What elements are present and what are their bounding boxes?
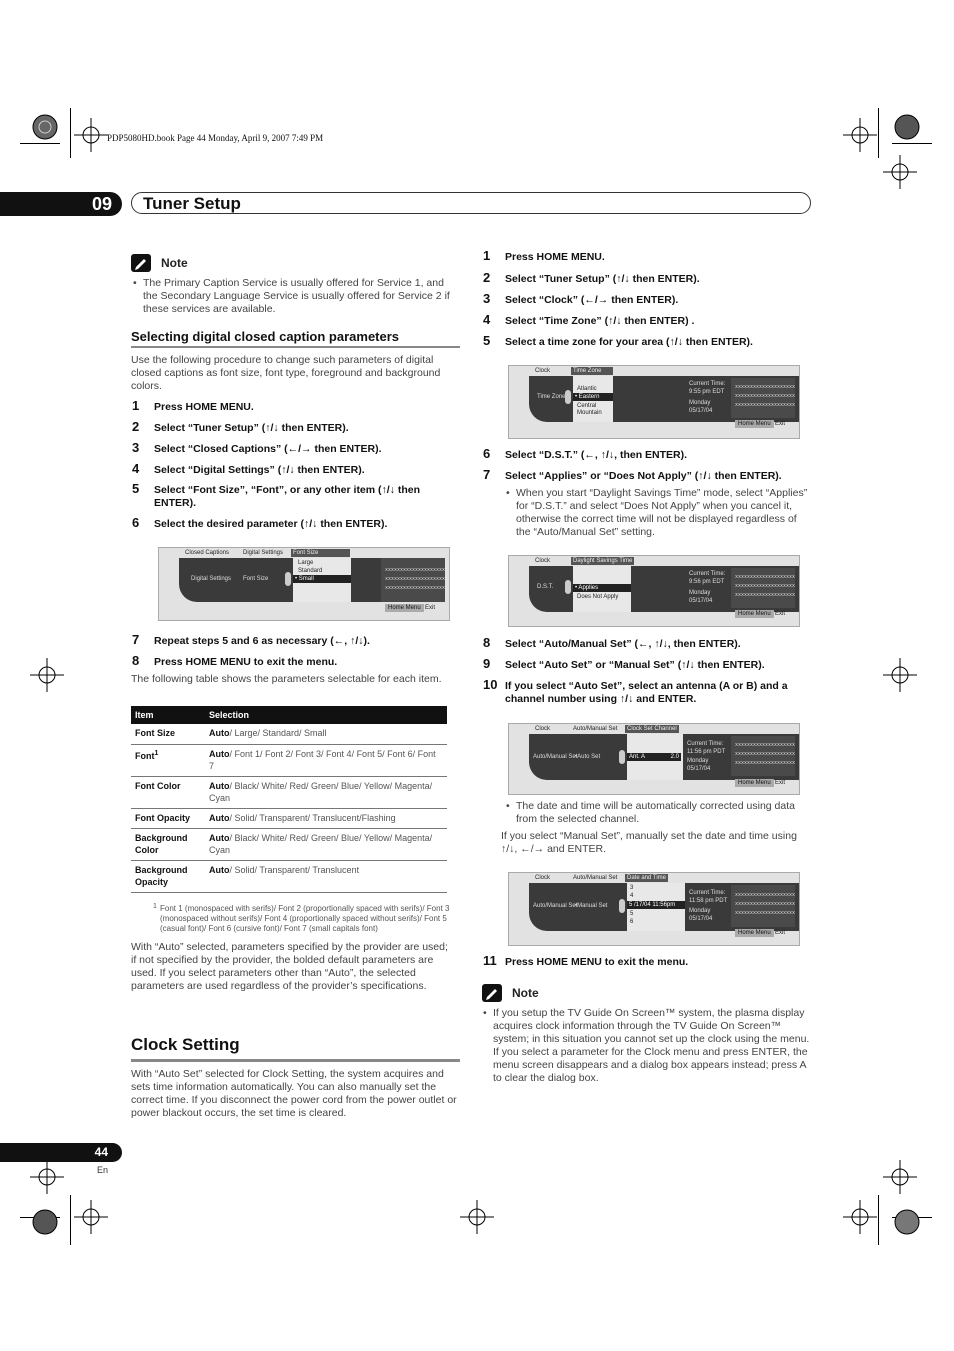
note-title: Note — [161, 256, 188, 270]
column-header: Item — [131, 706, 205, 724]
step-number: 5 — [483, 333, 491, 348]
step-number: 4 — [483, 312, 491, 327]
clock-setting-text: With “Auto Set” selected for Clock Setting, the system acquires and sets time information automatically. You can also manually set the correct time. If you disconnect the power cord from the power outlet or power blackout occurs, the set time is cleared. — [131, 1068, 457, 1119]
home-menu-label: Home Menu — [385, 604, 424, 612]
menu-tab: Closed Captions — [185, 550, 230, 556]
crosshair-icon — [460, 1200, 494, 1234]
option: Does Not Apply — [577, 594, 619, 600]
step — [483, 291, 815, 307]
table-cell-selection: Auto/ Solid/ Transparent/ Translucent — [205, 860, 447, 892]
option-selected: • Eastern — [573, 393, 613, 401]
footnote-mark: 1 — [153, 903, 157, 910]
note-title: Note — [512, 986, 539, 1000]
exit-label: Exit — [775, 780, 786, 786]
table-cell-item: Font Opacity — [131, 808, 205, 828]
current-time: 05/17/04 — [689, 916, 713, 922]
table-cell-item: Font$^1$ — [131, 744, 205, 776]
current-time: 05/17/04 — [687, 766, 711, 772]
menu-label: Auto/Manual Set — [533, 903, 578, 909]
info-text: xxxxxxxxxxxxxxxxxxxx — [735, 742, 796, 748]
table-row — [131, 808, 447, 828]
book-info: PDP5080HD.book Page 44 Monday, April 9, 2007 7:49 PM — [107, 133, 324, 143]
crop-mark — [878, 108, 879, 158]
date-option: 5 — [630, 911, 634, 917]
table-header-row — [131, 706, 447, 724]
option: Mountain — [577, 410, 602, 416]
crop-mark — [70, 108, 71, 158]
step-text: Select “Applies” or “Does Not Apply” (↑/↓ then ENTER). — [505, 470, 782, 482]
step — [483, 635, 815, 651]
home-menu-label: Home Menu — [735, 929, 774, 937]
info-text: xxxxxxxxxxxxxxxxxxxx — [735, 760, 796, 766]
step — [132, 440, 454, 456]
step-text: Select “Auto Set” or “Manual Set” (↑/↓ then ENTER). — [505, 659, 765, 671]
scroll-knob-icon — [565, 580, 571, 594]
manual-set-text: If you select “Manual Set”, manually set the date and time using ↑/↓, ←/→ and ENTER. — [501, 830, 797, 855]
info-text: xxxxxxxxxxxxxxxxxxxx — [735, 583, 796, 589]
menu-label: Font Size — [243, 576, 269, 582]
scroll-knob-icon — [565, 390, 571, 404]
step-text: Repeat steps 5 and 6 as necessary (←, ↑/↓). — [154, 635, 370, 647]
current-time: Monday — [689, 590, 711, 596]
crop-mark — [70, 1195, 71, 1245]
step — [132, 481, 459, 510]
menu-tab: Auto/Manual Set — [573, 726, 618, 732]
crosshair-icon — [74, 118, 108, 152]
registration-target-icon — [28, 1205, 62, 1239]
scroll-knob-icon — [285, 572, 291, 586]
info-text: xxxxxxxxxxxxxxxxxxxx — [735, 751, 796, 757]
footnote — [153, 903, 460, 934]
step-text: Select “Closed Captions” (←/→ then ENTER). — [154, 443, 382, 455]
info-text: xxxxxxxxxxxxxxxxxxxx — [735, 393, 796, 399]
current-time: 11:56 pm PDT — [687, 749, 726, 755]
crosshair-icon — [74, 1200, 108, 1234]
table-row — [131, 776, 447, 808]
menu-tab-active: Time Zone — [571, 367, 613, 375]
step-number: 1 — [132, 398, 140, 413]
info-text: xxxxxxxxxxxxxxxxxxxx — [735, 384, 796, 390]
step-number: 4 — [132, 461, 140, 476]
menu-value: •Manual Set — [575, 903, 608, 909]
home-menu-label: Home Menu — [735, 420, 774, 428]
step — [132, 515, 454, 531]
info-text: xxxxxxxxxxxxxxxxxxxx — [735, 892, 796, 898]
step-text: Select “Auto/Manual Set” (←, ↑/↓, then ENTER). — [505, 638, 741, 650]
crosshair-icon — [883, 155, 917, 189]
current-time: 9:55 pm EDT — [689, 389, 725, 395]
current-time: Current Time: — [689, 571, 726, 577]
step-text: Select “D.S.T.” (←, ↑/↓, then ENTER). — [505, 449, 688, 461]
step-number: 2 — [483, 270, 491, 285]
option: Central — [577, 403, 597, 409]
current-time: Monday — [687, 758, 709, 764]
step — [132, 632, 454, 648]
parameter-table — [131, 706, 447, 893]
table-cell-item: Background Opacity — [131, 860, 205, 892]
step-number: 6 — [483, 446, 491, 461]
note-text: • If you setup the TV Guide On Screen™ system, the plasma display acquires clock information through the TV Guide On Screen™ system; in this situation you cannot set up the clock using the menu. If you select a parameter for the Clock menu and press ENTER, the menu screen disappears and a dialog box appears instead; press A to clear the dialog box. — [493, 1007, 811, 1085]
step — [483, 656, 815, 672]
menu-tab: Clock — [535, 875, 551, 881]
current-time: 05/17/04 — [689, 408, 713, 414]
step-text: Select “Digital Settings” (↑/↓ then ENTER). — [154, 464, 365, 476]
note-pencil-icon — [482, 984, 502, 1002]
antenna-selected: Ant. A 2.0 — [629, 754, 679, 760]
table-cell-selection: Auto/ Large/ Standard/ Small — [205, 724, 447, 744]
chapter-number: 09 — [0, 192, 122, 216]
table-row — [131, 744, 447, 776]
option-selected: • Applies — [573, 584, 631, 592]
step — [483, 270, 815, 286]
section-rule — [131, 346, 460, 348]
date-option: 3 — [630, 885, 634, 891]
info-text: xxxxxxxxxxxxxxxxxxxx — [385, 576, 446, 582]
registration-target-icon — [28, 110, 62, 144]
tv-menu-screenshot — [508, 872, 800, 946]
menu-value: •Auto Set — [575, 754, 601, 760]
tv-menu-screenshot — [158, 547, 450, 621]
step — [132, 419, 454, 435]
crosshair-icon — [843, 118, 877, 152]
menu-label: Auto/Manual Set — [533, 754, 578, 760]
menu-tab: Clock — [535, 558, 551, 564]
registration-target-icon — [890, 110, 924, 144]
current-time: Current Time: — [689, 381, 726, 387]
step — [483, 248, 815, 264]
current-time: Current Time: — [689, 890, 726, 896]
option: Atlantic — [577, 386, 597, 392]
step-number: 3 — [132, 440, 140, 455]
step — [132, 461, 454, 477]
exit-label: Exit — [775, 611, 786, 617]
table-cell-selection: Auto/ Font 1/ Font 2/ Font 3/ Font 4/ Font 5/ Font 6/ Font 7 — [205, 744, 447, 776]
table-row — [131, 828, 447, 860]
exit-label: Exit — [425, 605, 436, 611]
scroll-knob-icon — [619, 899, 625, 913]
registration-target-icon — [890, 1205, 924, 1239]
step-number: 10 — [483, 677, 498, 692]
current-time: 11:58 pm PDT — [689, 898, 728, 904]
bullet-text: • The date and time will be automatically corrected using data from the selected channel. — [516, 800, 806, 826]
page-number: 44 — [0, 1143, 122, 1162]
auto-explanation: With “Auto” selected, parameters specified by the provider are used; if not specified by the provider, the bolded default parameters are used. If you select parameters other than “Auto”, the selected parameters are used regardless of the provider’s specifications. — [131, 941, 448, 992]
scroll-knob-icon — [619, 750, 625, 764]
footnote-text: Font 1 (monospaced with serifs)/ Font 2 (proportionally spaced with serifs)/ Font 3 (monospaced without serifs)/ Font 4 (proportionally spaced without serifs)/ Font 5 (casual font)/ Font 6 (cursive font)/ Font 7 (small capitals font) — [160, 904, 450, 933]
option: Standard — [298, 568, 323, 574]
info-text: xxxxxxxxxxxxxxxxxxxx — [385, 585, 446, 591]
step-text: Select “Clock” (←/→ then ENTER). — [505, 294, 679, 306]
menu-tab: Clock — [535, 726, 551, 732]
current-time: 9:56 pm EDT — [689, 579, 725, 585]
tv-menu-screenshot — [508, 365, 800, 439]
info-text: xxxxxxxxxxxxxxxxxxxx — [735, 910, 796, 916]
menu-label: Time Zone — [537, 394, 566, 400]
step-text: Select “Time Zone” (↑/↓ then ENTER) . — [505, 315, 695, 327]
note-pencil-icon — [131, 254, 151, 272]
date-option: 6 — [630, 919, 634, 925]
step-text: Press HOME MENU to exit the menu. — [154, 656, 338, 668]
table-row — [131, 860, 447, 892]
section-intro: Use the following procedure to change such parameters of digital closed captions as font size, font type, foreground and background colors. — [131, 354, 441, 392]
step-number: 7 — [132, 632, 140, 647]
home-menu-label: Home Menu — [735, 779, 774, 787]
table-cell-selection: Auto/ Solid/ Transparent/ Translucent/Flashing — [205, 808, 447, 828]
step-text: Select the desired parameter (↑/↓ then ENTER). — [154, 518, 388, 530]
step-number: 9 — [483, 656, 491, 671]
step — [483, 677, 815, 706]
table-cell-selection: Auto/ Black/ White/ Red/ Green/ Blue/ Yellow/ Magenta/ Cyan — [205, 776, 447, 808]
language-code: En — [97, 1165, 109, 1175]
table-cell-selection: Auto/ Black/ White/ Red/ Green/ Blue/ Yellow/ Magenta/ Cyan — [205, 828, 447, 860]
step-number: 8 — [132, 653, 140, 668]
exit-label: Exit — [775, 930, 786, 936]
step-text: Select “Tuner Setup” (↑/↓ then ENTER). — [505, 273, 700, 285]
bullet-text: • When you start “Daylight Savings Time” mode, select “Applies” for “D.S.T.” and select “Does Not Apply” when you cancel it, otherwise the correct time will not be displayed regardless of the “Auto/Manual Set” setting. — [516, 487, 812, 539]
menu-tab: Auto/Manual Set — [573, 875, 618, 881]
menu-tab-active: Clock Set Channel — [627, 726, 677, 732]
option: Large — [298, 560, 314, 566]
step-text: Select “Tuner Setup” (↑/↓ then ENTER). — [154, 422, 349, 434]
note-text: • The Primary Caption Service is usually offered for Service 1, and the Secondary Language Service is usually offered for Service 2 if these services are available. — [143, 277, 453, 316]
step-number: 11 — [483, 953, 497, 968]
table-cell-item: Background Color — [131, 828, 205, 860]
step-number: 3 — [483, 291, 491, 306]
table-row — [131, 724, 447, 744]
home-menu-label: Home Menu — [735, 610, 774, 618]
step-text: Press HOME MENU. — [154, 401, 254, 413]
step-number: 1 — [483, 248, 491, 263]
step-text: Select a time zone for your area (↑/↓ then ENTER). — [505, 336, 753, 348]
tv-menu-screenshot — [508, 555, 800, 627]
current-time: Current Time: — [687, 741, 724, 747]
current-time: 05/17/04 — [689, 598, 713, 604]
section-title: Selecting digital closed caption parameters — [131, 329, 400, 344]
current-time: Monday — [689, 400, 711, 406]
step — [483, 333, 815, 349]
step-number: 5 — [132, 481, 140, 496]
crop-mark — [878, 1195, 879, 1245]
step-number: 2 — [132, 419, 140, 434]
menu-tab-active: Font Size — [291, 549, 350, 557]
menu-label: Digital Settings — [191, 576, 232, 582]
info-text: xxxxxxxxxxxxxxxxxxxx — [735, 402, 796, 408]
date-option: 4 — [630, 893, 634, 899]
column-header: Selection — [205, 706, 447, 724]
step-text: If you select “Auto Set”, select an antenna (A or B) and a channel number using ↑/↓ and ENTER. — [505, 680, 788, 705]
option-selected: • Small — [293, 575, 351, 583]
menu-label: D.S.T. — [537, 584, 554, 590]
step — [483, 953, 815, 969]
step — [132, 653, 454, 669]
info-text: xxxxxxxxxxxxxxxxxxxx — [385, 567, 446, 573]
step-number: 6 — [132, 515, 140, 530]
step-text: Select “Font Size”, “Font”, or any other item (↑/↓ then ENTER). — [154, 484, 421, 509]
current-time: Monday — [689, 908, 711, 914]
info-text: xxxxxxxxxxxxxxxxxxxx — [735, 574, 796, 580]
table-intro: The following table shows the parameters selectable for each item. — [131, 673, 442, 685]
menu-tab-active: Date and Time — [627, 875, 667, 881]
step-text: Press HOME MENU to exit the menu. — [505, 956, 689, 968]
info-text: xxxxxxxxxxxxxxxxxxxx — [735, 901, 796, 907]
crosshair-icon — [843, 1200, 877, 1234]
crosshair-icon — [883, 1160, 917, 1194]
step-text: Press HOME MENU. — [505, 251, 605, 263]
step — [483, 467, 825, 483]
table-cell-item: Font Color — [131, 776, 205, 808]
menu-tab: Digital Settings — [243, 550, 284, 556]
section-rule — [131, 1059, 460, 1062]
exit-label: Exit — [775, 421, 786, 427]
crosshair-icon — [30, 658, 64, 692]
step-number: 7 — [483, 467, 491, 482]
info-text: xxxxxxxxxxxxxxxxxxxx — [735, 592, 796, 598]
step — [483, 312, 815, 328]
step-number: 8 — [483, 635, 491, 650]
crosshair-icon — [30, 1160, 64, 1194]
step — [483, 446, 815, 462]
tv-menu-screenshot — [508, 723, 800, 795]
menu-tab-active: Daylight Savings Time — [573, 558, 633, 564]
step — [132, 398, 454, 414]
date-selected: 5 /17/04 11:56pm — [627, 901, 685, 909]
chapter-header — [0, 192, 812, 216]
crosshair-icon — [883, 658, 917, 692]
clock-setting-title: Clock Setting — [131, 1035, 240, 1054]
chapter-title: Tuner Setup — [131, 192, 811, 214]
table-cell-item: Font Size — [131, 724, 205, 744]
menu-tab: Clock — [535, 368, 551, 374]
